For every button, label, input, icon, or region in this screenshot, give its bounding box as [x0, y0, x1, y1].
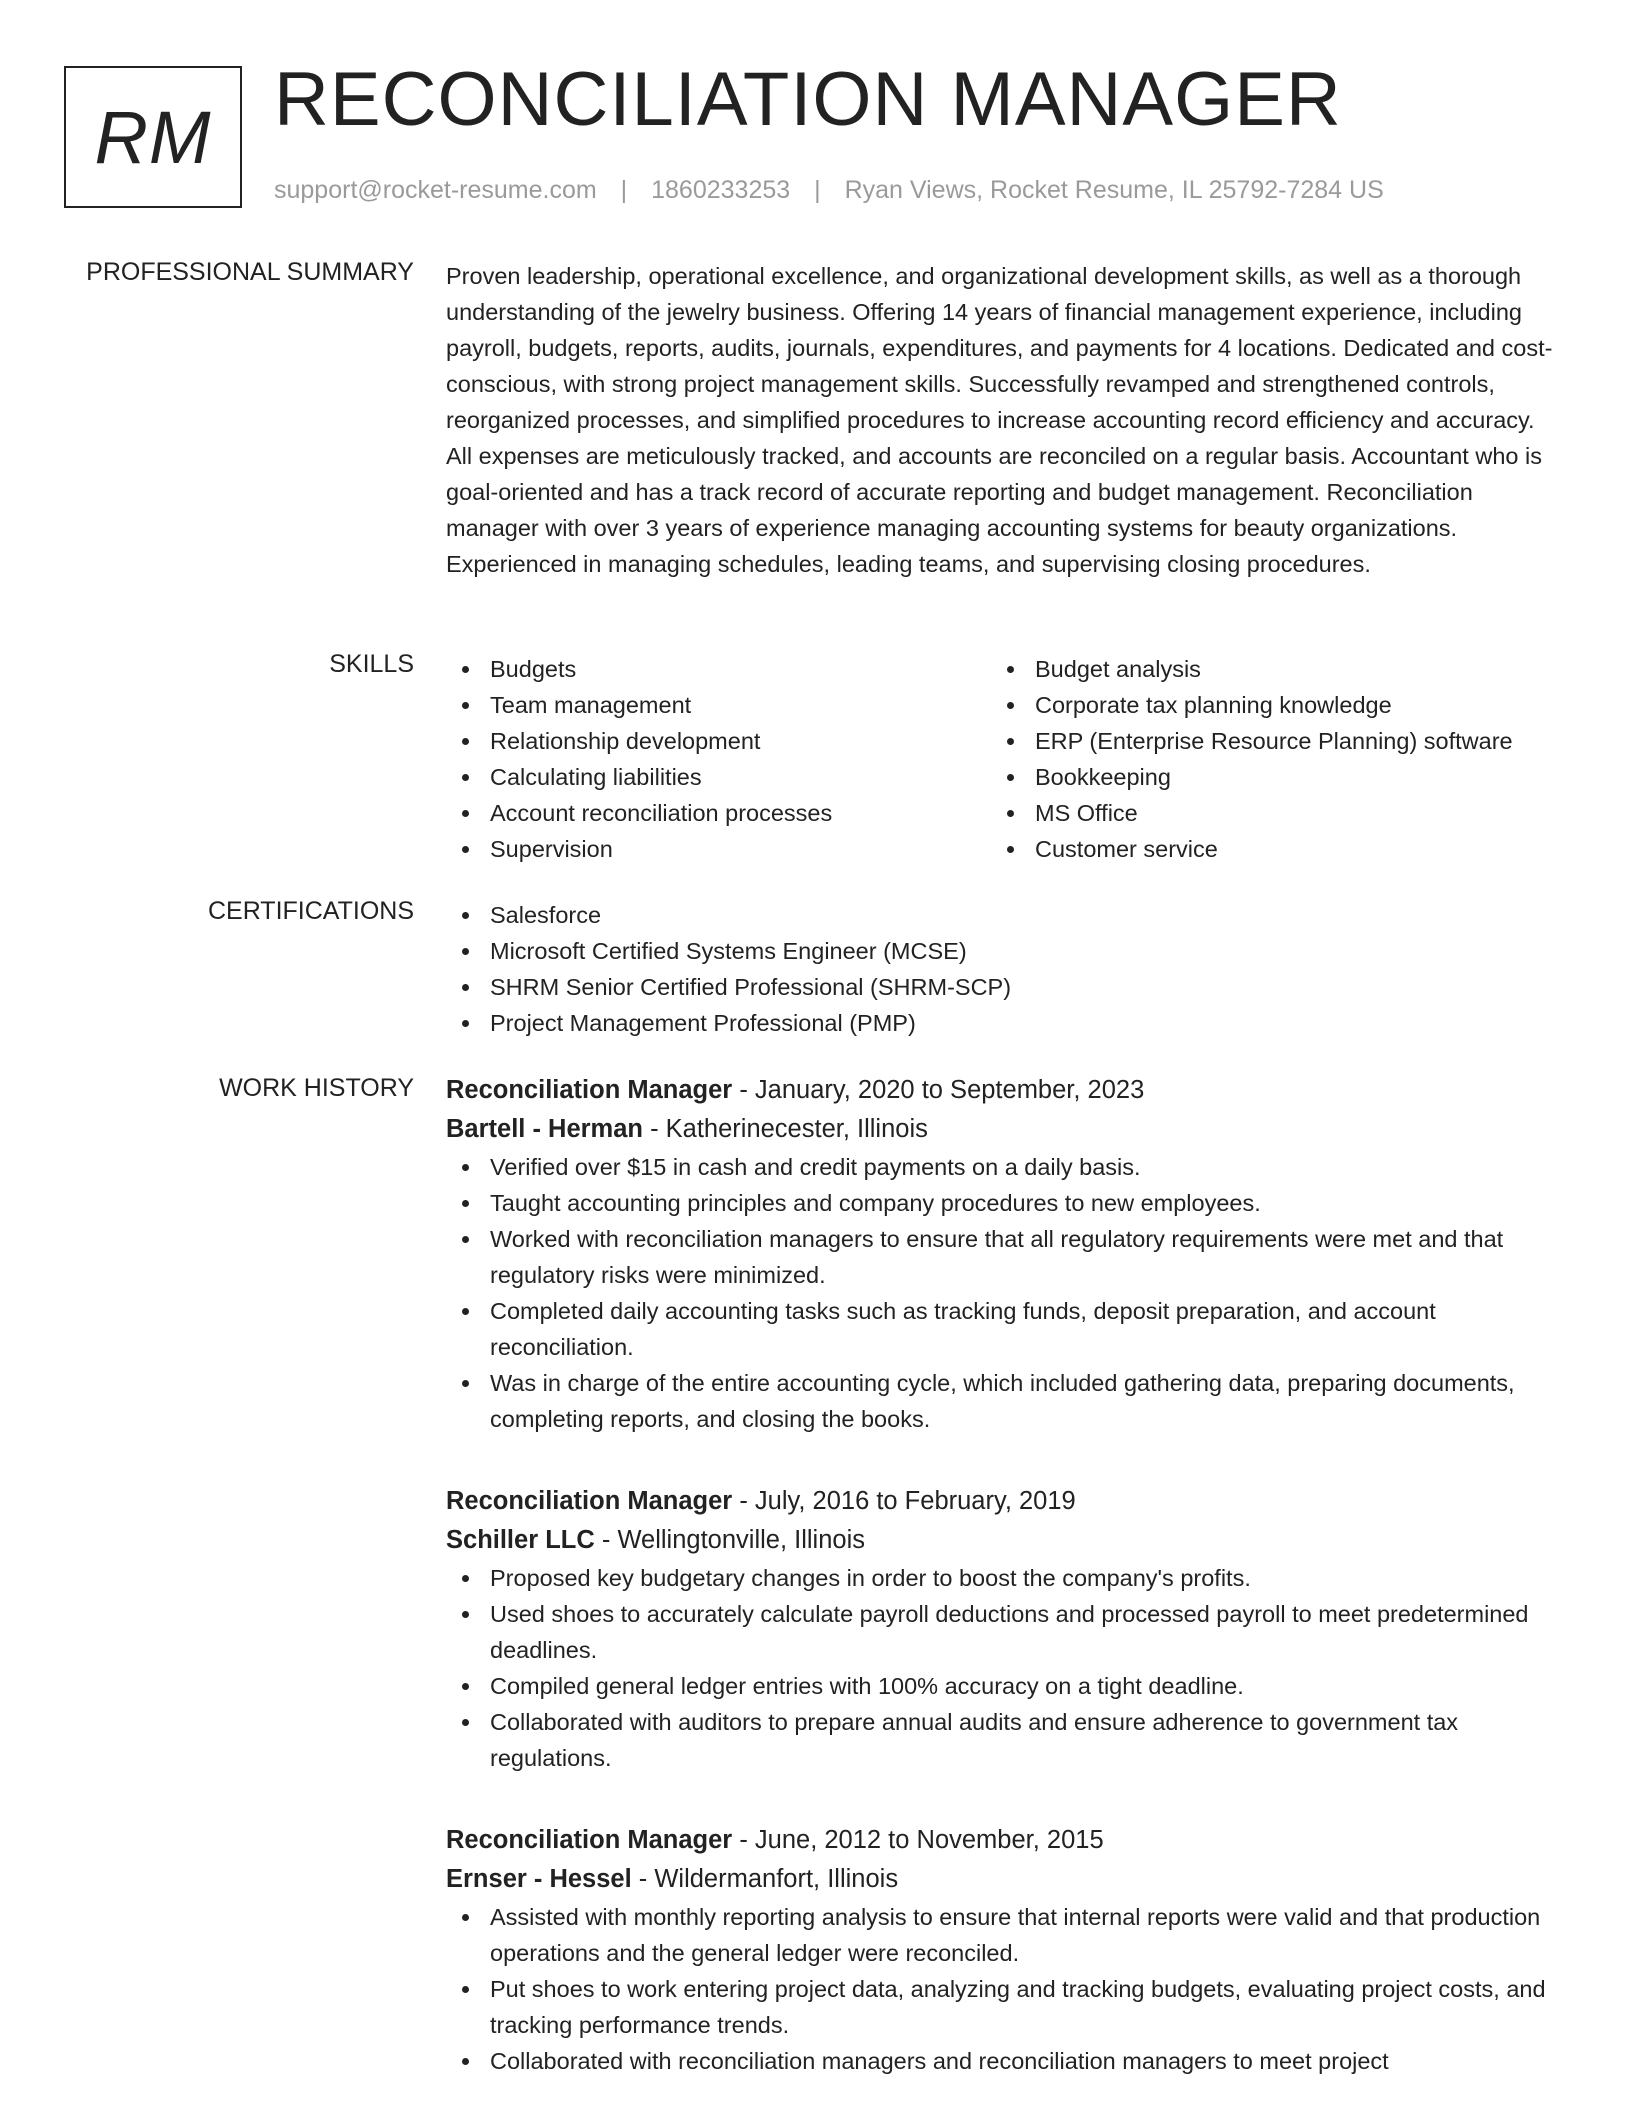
list-item: Proposed key budgetary changes in order to boost the company's profits. — [446, 1560, 1561, 1596]
job-company-line — [446, 1521, 1561, 1560]
list-item: Collaborated with reconciliation managers and reconciliation managers to meet project — [446, 2043, 1561, 2079]
list-item: Salesforce — [446, 897, 1561, 933]
section-heading-certifications: CERTIFICATIONS — [207, 897, 414, 925]
list-item: Budgets — [446, 651, 832, 687]
job-dates: - July, 2016 to February, 2019 — [732, 1487, 1076, 1515]
list-item: Corporate tax planning knowledge — [991, 687, 1513, 723]
list-item: Put shoes to work entering project data, analyzing and tracking budgets, evaluating project costs, and tracking performance trends. — [446, 1971, 1561, 2043]
list-item: MS Office — [991, 795, 1513, 831]
job-location: - Wellingtonville, Illinois — [594, 1526, 865, 1554]
list-item: Calculating liabilities — [446, 759, 832, 795]
job-title: Reconciliation Manager — [446, 1826, 733, 1854]
contact-separator: | — [620, 176, 628, 204]
job-entry — [446, 1821, 1561, 2079]
list-item: Project Management Professional (PMP) — [446, 1005, 1561, 1041]
section-heading-work-history: WORK HISTORY — [219, 1074, 414, 1102]
list-item: Customer service — [991, 831, 1513, 867]
list-item: Was in charge of the entire accounting cycle, which included gathering data, preparing documents, completing reports, and closing the books. — [446, 1365, 1561, 1437]
job-entry — [446, 1071, 1561, 1437]
section-heading-summary: PROFESSIONAL SUMMARY — [86, 258, 414, 286]
contact-email[interactable]: support@rocket-resume.com — [274, 176, 597, 204]
job-company: Schiller LLC — [446, 1526, 595, 1554]
job-title-line — [446, 1821, 1561, 1860]
job-location: - Wildermanfort, Illinois — [631, 1865, 899, 1893]
job-bullets — [446, 1899, 1561, 2079]
list-item: Bookkeeping — [991, 759, 1513, 795]
job-company-line — [446, 1110, 1561, 1149]
list-item: Team management — [446, 687, 832, 723]
list-item: Account reconciliation processes — [446, 795, 832, 831]
job-company: Ernser - Hessel — [446, 1865, 632, 1893]
list-item: Worked with reconciliation managers to ensure that all regulatory requirements were met and that regulatory risks were minimized. — [446, 1221, 1561, 1293]
list-item: SHRM Senior Certified Professional (SHRM-SCP) — [446, 969, 1561, 1005]
list-item: Budget analysis — [991, 651, 1513, 687]
job-title-line — [446, 1071, 1561, 1110]
list-item: Microsoft Certified Systems Engineer (MCSE) — [446, 933, 1561, 969]
contact-separator: | — [814, 176, 821, 204]
contact-phone[interactable]: 1860233253 — [651, 176, 791, 204]
job-title: Reconciliation Manager — [446, 1487, 733, 1515]
job-company: Bartell - Herman — [446, 1115, 643, 1143]
section-heading-skills: SKILLS — [329, 650, 414, 678]
summary-text: Proven leadership, operational excellence, and organizational development skills, as well as a thorough understanding of the jewelry business. Offering 14 years of financial management experience, including payroll, budgets, reports, audits, journals, expenditures, and payments for 4 locations. Dedicated and cost-conscious, with strong project management skills. Successfully revamped and strengthened controls, reorganized processes, and simplified procedures to increase accounting record efficiency and accuracy. All expenses are meticulously tracked, and accounts are reconciled on a regular basis. Accountant who is goal-oriented and has a track record of accurate reporting and budget management. Reconciliation manager with over 3 years of experience managing accounting systems for beauty organizations. Experienced in managing schedules, leading teams, and supervising closing procedures. — [446, 263, 1553, 577]
list-item: Assisted with monthly reporting analysis to ensure that internal reports were valid and that production operations and the general ledger were reconciled. — [446, 1899, 1561, 1971]
job-bullets — [446, 1560, 1561, 1776]
list-item: Completed daily accounting tasks such as tracking funds, deposit preparation, and account reconciliation. — [446, 1293, 1561, 1365]
list-item: Verified over $15 in cash and credit payments on a daily basis. — [446, 1149, 1561, 1185]
list-item: Taught accounting principles and company procedures to new employees. — [446, 1185, 1561, 1221]
list-item: Compiled general ledger entries with 100% accuracy on a tight deadline. — [446, 1668, 1561, 1704]
job-title-line — [446, 1482, 1561, 1521]
monogram-badge — [64, 66, 242, 208]
job-bullets — [446, 1149, 1561, 1437]
job-title: Reconciliation Manager — [446, 1076, 733, 1104]
page-title: RECONCILIATION MANAGER — [274, 57, 1342, 142]
job-dates: - January, 2020 to September, 2023 — [732, 1076, 1145, 1104]
contact-line — [274, 176, 1384, 205]
job-company-line — [446, 1860, 1561, 1899]
skills-list-right — [991, 651, 1513, 867]
list-item: Relationship development — [446, 723, 832, 759]
job-location: - Katherinecester, Illinois — [642, 1115, 928, 1143]
skills-list-left — [446, 651, 832, 867]
list-item: ERP (Enterprise Resource Planning) software — [991, 723, 1513, 759]
list-item: Collaborated with auditors to prepare annual audits and ensure adherence to government tax regulations. — [446, 1704, 1561, 1776]
list-item: Used shoes to accurately calculate payroll deductions and processed payroll to meet predetermined deadlines. — [446, 1596, 1561, 1668]
list-item: Supervision — [446, 831, 832, 867]
certifications-list — [446, 897, 1561, 1041]
job-entry — [446, 1482, 1561, 1776]
monogram-initials: RM — [94, 95, 212, 179]
contact-address: Ryan Views, Rocket Resume, IL 25792-7284 US — [844, 176, 1384, 204]
job-dates: - June, 2012 to November, 2015 — [732, 1826, 1104, 1854]
